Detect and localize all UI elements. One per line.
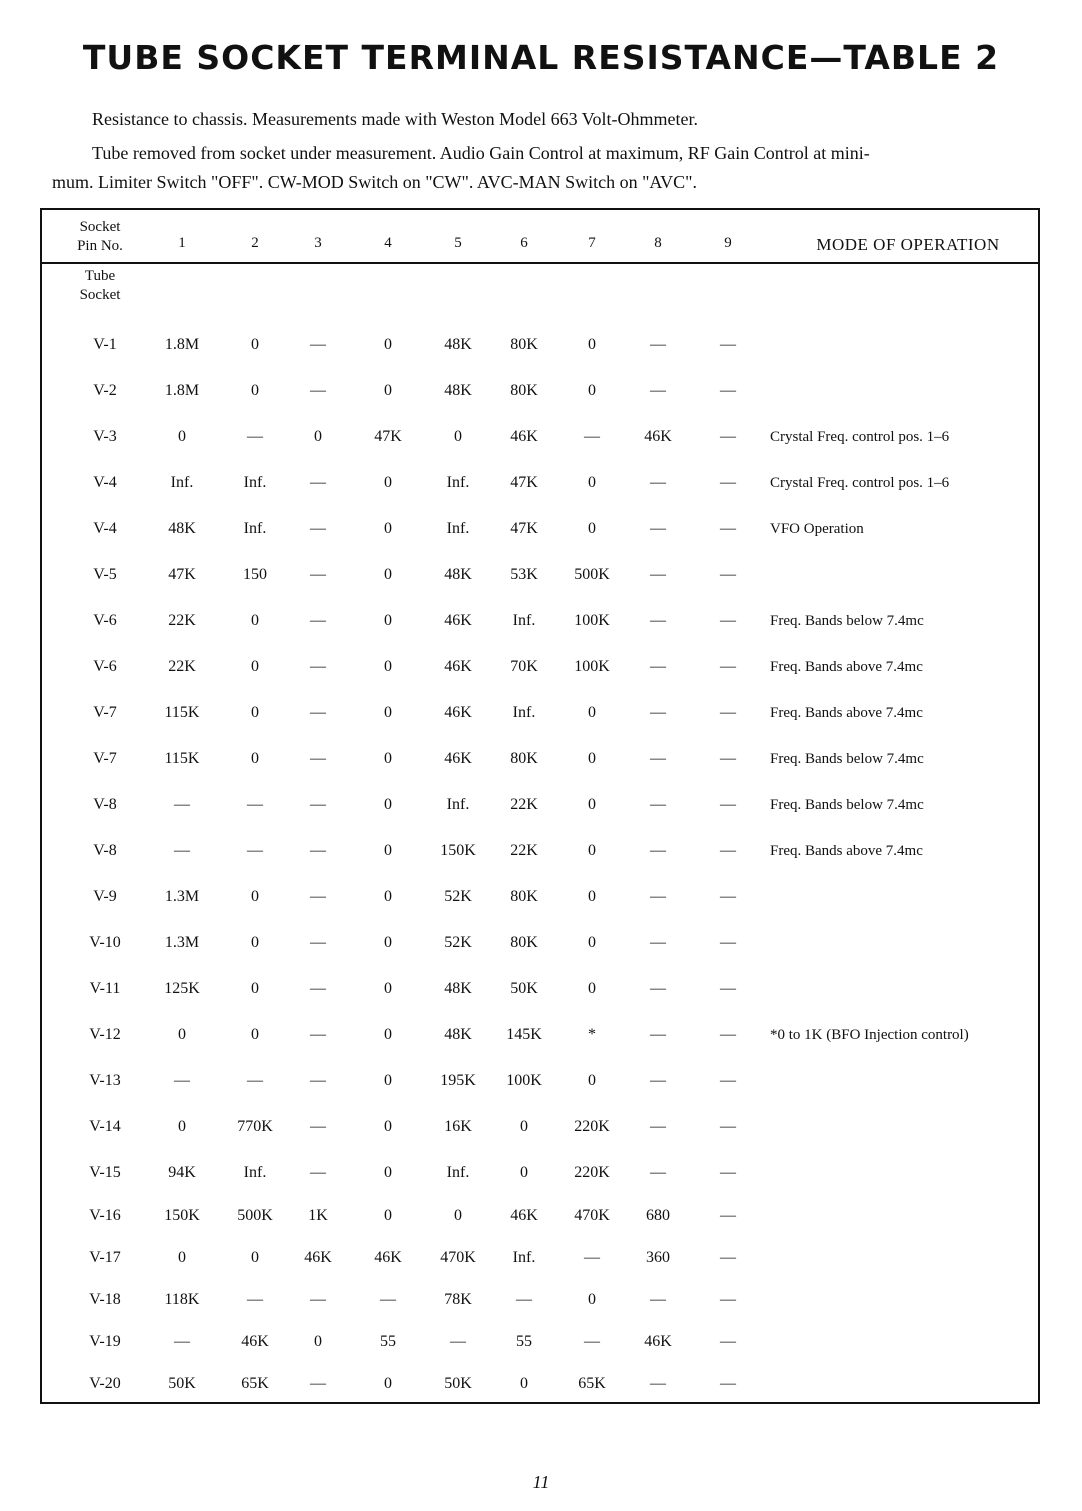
pin-5-cell: 48K: [444, 336, 472, 353]
pin-9-cell: —: [720, 980, 736, 997]
pin-7-cell: 0: [588, 750, 596, 767]
pin-6-cell: 0: [520, 1375, 528, 1392]
pin-5-cell: 78K: [444, 1291, 472, 1308]
pin-8-cell: —: [650, 888, 666, 905]
socket-cell: V-2: [93, 382, 117, 399]
pin-8-cell: —: [650, 704, 666, 721]
page-number: 11: [532, 1472, 550, 1492]
pin-9-cell: —: [720, 1207, 736, 1224]
pin-2-cell: 0: [251, 934, 259, 951]
pin-6-cell: 70K: [510, 658, 538, 675]
pin-7-cell: 0: [588, 842, 596, 859]
socket-cell: V-15: [89, 1164, 121, 1181]
table-row: [0, 1161, 1082, 1191]
pin-6-cell: Inf.: [512, 1249, 536, 1266]
header-pin-8: 8: [654, 235, 662, 251]
pin-1-cell: 0: [178, 1249, 186, 1266]
pin-9-cell: —: [720, 1333, 736, 1350]
pin-8-cell: —: [650, 566, 666, 583]
header-pin-no-label: Pin No.: [77, 238, 123, 254]
pin-9-cell: —: [720, 1249, 736, 1266]
table-row: [0, 701, 1082, 731]
pin-2-cell: —: [247, 1072, 263, 1089]
pin-9-cell: —: [720, 796, 736, 813]
pin-2-cell: 0: [251, 750, 259, 767]
pin-3-cell: —: [310, 1072, 326, 1089]
pin-2-cell: —: [247, 842, 263, 859]
pin-2-cell: —: [247, 796, 263, 813]
table-row: [0, 885, 1082, 915]
pin-4-cell: 0: [384, 1026, 392, 1043]
pin-1-cell: 0: [178, 1118, 186, 1135]
pin-4-cell: 0: [384, 750, 392, 767]
pin-5-cell: 46K: [444, 704, 472, 721]
intro-line-3: mum. Limiter Switch "OFF". CW-MOD Switch on "CW". AVC-MAN Switch on "AVC".: [52, 172, 697, 192]
pin-9-cell: —: [720, 1164, 736, 1181]
pin-4-cell: 0: [384, 1164, 392, 1181]
pin-3-cell: —: [310, 1118, 326, 1135]
pin-5-cell: Inf.: [446, 796, 470, 813]
pin-3-cell: —: [310, 1291, 326, 1308]
pin-4-cell: 0: [384, 704, 392, 721]
pin-1-cell: 47K: [168, 566, 196, 583]
table-row: [0, 1204, 1082, 1234]
header-pin-6: 6: [520, 235, 528, 251]
pin-7-cell: 0: [588, 888, 596, 905]
table-row: [0, 609, 1082, 639]
pin-5-cell: 46K: [444, 658, 472, 675]
pin-2-cell: 0: [251, 704, 259, 721]
pin-6-cell: Inf.: [512, 704, 536, 721]
pin-3-cell: —: [310, 474, 326, 491]
socket-cell: V-8: [93, 796, 117, 813]
pin-3-cell: 0: [314, 428, 322, 445]
pin-6-cell: 145K: [506, 1026, 542, 1043]
pin-7-cell: *: [588, 1026, 596, 1043]
pin-2-cell: 770K: [237, 1118, 273, 1135]
pin-7-cell: 0: [588, 704, 596, 721]
pin-2-cell: 46K: [241, 1333, 269, 1350]
mode-cell: Freq. Bands below 7.4mc: [770, 751, 924, 767]
pin-7-cell: 220K: [574, 1118, 610, 1135]
table-row: [0, 1115, 1082, 1145]
pin-3-cell: —: [310, 1164, 326, 1181]
pin-7-cell: 470K: [574, 1207, 610, 1224]
pin-8-cell: —: [650, 658, 666, 675]
socket-cell: V-4: [93, 520, 117, 537]
pin-1-cell: —: [174, 842, 190, 859]
pin-3-cell: 0: [314, 1333, 322, 1350]
pin-5-cell: 470K: [440, 1249, 476, 1266]
pin-1-cell: 0: [178, 1026, 186, 1043]
pin-4-cell: 55: [380, 1333, 396, 1350]
pin-1-cell: 115K: [164, 750, 200, 767]
pin-7-cell: —: [584, 428, 600, 445]
pin-2-cell: 0: [251, 1249, 259, 1266]
mode-cell: VFO Operation: [770, 521, 864, 537]
header-tube-socket: [50, 267, 150, 305]
pin-6-cell: —: [516, 1291, 532, 1308]
pin-7-cell: 0: [588, 520, 596, 537]
intro-line-1: Resistance to chassis. Measurements made with Weston Model 663 Volt-Ohmmeter.: [92, 109, 698, 129]
header-pin-5: 5: [454, 235, 462, 251]
pin-5-cell: 52K: [444, 934, 472, 951]
socket-cell: V-9: [93, 888, 117, 905]
socket-cell: V-10: [89, 934, 121, 951]
socket-cell: V-3: [93, 428, 117, 445]
table-row: [0, 333, 1082, 363]
pin-6-cell: 80K: [510, 336, 538, 353]
pin-9-cell: —: [720, 842, 736, 859]
pin-8-cell: 46K: [644, 1333, 672, 1350]
pin-3-cell: —: [310, 1375, 326, 1392]
pin-5-cell: Inf.: [446, 1164, 470, 1181]
pin-1-cell: 1.3M: [164, 888, 200, 905]
header-pin-2: 2: [251, 235, 259, 251]
pin-9-cell: —: [720, 474, 736, 491]
pin-9-cell: —: [720, 750, 736, 767]
table-row: [0, 1372, 1082, 1402]
pin-7-cell: 0: [588, 336, 596, 353]
pin-4-cell: 0: [384, 474, 392, 491]
pin-4-cell: 0: [384, 382, 392, 399]
pin-2-cell: Inf.: [243, 1164, 267, 1181]
pin-4-cell: 0: [384, 612, 392, 629]
header-socket-sub-label: Socket: [79, 287, 121, 303]
header-mode-of-operation: MODE OF OPERATION: [816, 235, 1000, 254]
pin-1-cell: 48K: [168, 520, 196, 537]
mode-cell: Freq. Bands above 7.4mc: [770, 843, 923, 859]
pin-7-cell: 65K: [578, 1375, 606, 1392]
pin-8-cell: —: [650, 382, 666, 399]
table-row: [0, 793, 1082, 823]
pin-1-cell: —: [174, 1333, 190, 1350]
pin-4-cell: 0: [384, 934, 392, 951]
pin-2-cell: —: [247, 1291, 263, 1308]
pin-6-cell: 0: [520, 1164, 528, 1181]
pin-7-cell: 0: [588, 796, 596, 813]
pin-2-cell: —: [247, 428, 263, 445]
socket-cell: V-6: [93, 658, 117, 675]
pin-5-cell: 48K: [444, 980, 472, 997]
pin-7-cell: 0: [588, 934, 596, 951]
pin-8-cell: —: [650, 1375, 666, 1392]
pin-5-cell: 0: [454, 428, 462, 445]
pin-1-cell: —: [174, 796, 190, 813]
pin-9-cell: —: [720, 1291, 736, 1308]
pin-6-cell: 50K: [510, 980, 538, 997]
mode-cell: Freq. Bands below 7.4mc: [770, 613, 924, 629]
pin-7-cell: 0: [588, 474, 596, 491]
pin-9-cell: —: [720, 520, 736, 537]
pin-3-cell: —: [310, 1026, 326, 1043]
pin-8-cell: —: [650, 934, 666, 951]
pin-2-cell: 65K: [241, 1375, 269, 1392]
pin-8-cell: —: [650, 1164, 666, 1181]
pin-4-cell: 0: [384, 1375, 392, 1392]
mode-cell: Freq. Bands above 7.4mc: [770, 659, 923, 675]
pin-2-cell: 0: [251, 612, 259, 629]
pin-4-cell: 0: [384, 796, 392, 813]
pin-1-cell: 1.8M: [164, 336, 200, 353]
pin-3-cell: —: [310, 934, 326, 951]
pin-6-cell: 55: [516, 1333, 532, 1350]
table-row: [0, 1069, 1082, 1099]
pin-4-cell: 0: [384, 1118, 392, 1135]
pin-7-cell: 100K: [574, 658, 610, 675]
pin-3-cell: —: [310, 612, 326, 629]
pin-8-cell: —: [650, 1026, 666, 1043]
pin-9-cell: —: [720, 612, 736, 629]
pin-4-cell: 0: [384, 1207, 392, 1224]
pin-2-cell: 0: [251, 336, 259, 353]
pin-8-cell: —: [650, 842, 666, 859]
pin-5-cell: 48K: [444, 1026, 472, 1043]
pin-9-cell: —: [720, 888, 736, 905]
socket-cell: V-13: [89, 1072, 121, 1089]
header-tube-label: Tube: [84, 268, 116, 284]
socket-cell: V-16: [89, 1207, 121, 1224]
pin-5-cell: Inf.: [446, 520, 470, 537]
header-socket-pin: [50, 218, 150, 256]
header-divider: [42, 262, 1038, 264]
pin-6-cell: 80K: [510, 382, 538, 399]
pin-2-cell: 0: [251, 1026, 259, 1043]
pin-6-cell: 80K: [510, 934, 538, 951]
pin-9-cell: —: [720, 336, 736, 353]
mode-cell: *0 to 1K (BFO Injection control): [770, 1027, 969, 1043]
pin-1-cell: 1.3M: [164, 934, 200, 951]
header-pin-7: 7: [588, 235, 596, 251]
table-row: [0, 425, 1082, 455]
table-row: [0, 471, 1082, 501]
socket-cell: V-8: [93, 842, 117, 859]
pin-6-cell: 0: [520, 1118, 528, 1135]
pin-7-cell: 100K: [574, 612, 610, 629]
pin-9-cell: —: [720, 1118, 736, 1135]
pin-9-cell: —: [720, 1072, 736, 1089]
pin-5-cell: 46K: [444, 612, 472, 629]
pin-2-cell: Inf.: [243, 474, 267, 491]
pin-4-cell: 0: [384, 336, 392, 353]
pin-6-cell: 47K: [510, 520, 538, 537]
page-title: TUBE SOCKET TERMINAL RESISTANCE—TABLE 2: [82, 38, 1000, 77]
pin-4-cell: 0: [384, 566, 392, 583]
pin-1-cell: 115K: [164, 704, 200, 721]
pin-9-cell: —: [720, 428, 736, 445]
pin-2-cell: 150: [243, 566, 267, 583]
pin-6-cell: 46K: [510, 428, 538, 445]
socket-cell: V-7: [93, 750, 117, 767]
socket-cell: V-19: [89, 1333, 121, 1350]
pin-5-cell: Inf.: [446, 474, 470, 491]
table-row: [0, 655, 1082, 685]
pin-4-cell: —: [380, 1291, 396, 1308]
pin-9-cell: —: [720, 704, 736, 721]
pin-4-cell: 0: [384, 980, 392, 997]
table-row: [0, 1288, 1082, 1318]
pin-9-cell: —: [720, 934, 736, 951]
socket-cell: V-17: [89, 1249, 121, 1266]
pin-3-cell: —: [310, 336, 326, 353]
pin-9-cell: —: [720, 658, 736, 675]
pin-5-cell: 52K: [444, 888, 472, 905]
pin-8-cell: —: [650, 612, 666, 629]
pin-5-cell: —: [450, 1333, 466, 1350]
pin-5-cell: 50K: [444, 1375, 472, 1392]
pin-1-cell: 22K: [168, 658, 196, 675]
pin-3-cell: 46K: [304, 1249, 332, 1266]
pin-4-cell: 0: [384, 658, 392, 675]
table-row: [0, 931, 1082, 961]
pin-7-cell: 0: [588, 1072, 596, 1089]
header-pin-3: 3: [314, 235, 322, 251]
pin-5-cell: 0: [454, 1207, 462, 1224]
pin-3-cell: —: [310, 566, 326, 583]
socket-cell: V-18: [89, 1291, 121, 1308]
pin-8-cell: —: [650, 336, 666, 353]
pin-8-cell: 680: [646, 1207, 670, 1224]
table-row: [0, 379, 1082, 409]
pin-2-cell: Inf.: [243, 520, 267, 537]
pin-5-cell: 46K: [444, 750, 472, 767]
pin-5-cell: 150K: [440, 842, 476, 859]
pin-2-cell: 0: [251, 888, 259, 905]
pin-3-cell: —: [310, 704, 326, 721]
table-row: [0, 839, 1082, 869]
header-pin-1: 1: [178, 235, 186, 251]
pin-3-cell: —: [310, 750, 326, 767]
header-pin-4: 4: [384, 235, 392, 251]
pin-6-cell: 22K: [510, 842, 538, 859]
pin-2-cell: 500K: [237, 1207, 273, 1224]
socket-cell: V-20: [89, 1375, 121, 1392]
pin-6-cell: 46K: [510, 1207, 538, 1224]
pin-6-cell: 80K: [510, 888, 538, 905]
pin-6-cell: 100K: [506, 1072, 542, 1089]
pin-1-cell: 50K: [168, 1375, 196, 1392]
pin-3-cell: —: [310, 980, 326, 997]
pin-6-cell: 47K: [510, 474, 538, 491]
pin-2-cell: 0: [251, 980, 259, 997]
pin-4-cell: 47K: [374, 428, 402, 445]
pin-4-cell: 0: [384, 1072, 392, 1089]
pin-3-cell: —: [310, 842, 326, 859]
pin-2-cell: 0: [251, 382, 259, 399]
socket-cell: V-6: [93, 612, 117, 629]
pin-4-cell: 0: [384, 888, 392, 905]
pin-6-cell: 80K: [510, 750, 538, 767]
pin-9-cell: —: [720, 382, 736, 399]
pin-3-cell: —: [310, 888, 326, 905]
pin-2-cell: 0: [251, 658, 259, 675]
pin-8-cell: —: [650, 1118, 666, 1135]
pin-6-cell: 53K: [510, 566, 538, 583]
pin-3-cell: 1K: [308, 1207, 328, 1224]
pin-1-cell: 125K: [164, 980, 200, 997]
pin-7-cell: 500K: [574, 566, 610, 583]
table-row: [0, 563, 1082, 593]
socket-cell: V-1: [93, 336, 117, 353]
pin-7-cell: 0: [588, 980, 596, 997]
socket-cell: V-14: [89, 1118, 121, 1135]
pin-1-cell: Inf.: [170, 474, 194, 491]
pin-7-cell: —: [584, 1249, 600, 1266]
mode-cell: Crystal Freq. control pos. 1–6: [770, 475, 950, 491]
pin-1-cell: 94K: [168, 1164, 196, 1181]
table-row: [0, 977, 1082, 1007]
pin-1-cell: 22K: [168, 612, 196, 629]
pin-1-cell: 0: [178, 428, 186, 445]
table-row: [0, 747, 1082, 777]
pin-9-cell: —: [720, 1026, 736, 1043]
socket-cell: V-5: [93, 566, 117, 583]
pin-7-cell: 220K: [574, 1164, 610, 1181]
pin-8-cell: —: [650, 1291, 666, 1308]
pin-8-cell: —: [650, 980, 666, 997]
pin-3-cell: —: [310, 382, 326, 399]
pin-7-cell: 0: [588, 1291, 596, 1308]
table-row: [0, 1246, 1082, 1276]
pin-8-cell: —: [650, 796, 666, 813]
pin-8-cell: —: [650, 520, 666, 537]
table-row: [0, 517, 1082, 547]
pin-8-cell: —: [650, 750, 666, 767]
pin-4-cell: 0: [384, 520, 392, 537]
pin-9-cell: —: [720, 1375, 736, 1392]
pin-3-cell: —: [310, 658, 326, 675]
pin-7-cell: 0: [588, 382, 596, 399]
socket-cell: V-12: [89, 1026, 121, 1043]
pin-4-cell: 46K: [374, 1249, 402, 1266]
pin-5-cell: 48K: [444, 566, 472, 583]
pin-1-cell: 1.8M: [164, 382, 200, 399]
pin-6-cell: 22K: [510, 796, 538, 813]
socket-cell: V-4: [93, 474, 117, 491]
socket-cell: V-7: [93, 704, 117, 721]
table-row: [0, 1023, 1082, 1053]
pin-8-cell: —: [650, 474, 666, 491]
pin-8-cell: —: [650, 1072, 666, 1089]
pin-5-cell: 16K: [444, 1118, 472, 1135]
intro-line-2: Tube removed from socket under measurement. Audio Gain Control at maximum, RF Gain Control at mini-: [92, 143, 870, 163]
pin-4-cell: 0: [384, 842, 392, 859]
table-row: [0, 1330, 1082, 1360]
pin-5-cell: 195K: [440, 1072, 476, 1089]
header-socket-label: Socket: [79, 219, 121, 235]
mode-cell: Crystal Freq. control pos. 1–6: [770, 429, 950, 445]
pin-9-cell: —: [720, 566, 736, 583]
socket-cell: V-11: [89, 980, 121, 997]
pin-8-cell: 46K: [644, 428, 672, 445]
mode-cell: Freq. Bands above 7.4mc: [770, 705, 923, 721]
pin-1-cell: —: [174, 1072, 190, 1089]
pin-1-cell: 150K: [164, 1207, 200, 1224]
pin-3-cell: —: [310, 520, 326, 537]
mode-cell: Freq. Bands below 7.4mc: [770, 797, 924, 813]
header-pin-9: 9: [724, 235, 732, 251]
pin-6-cell: Inf.: [512, 612, 536, 629]
pin-7-cell: —: [584, 1333, 600, 1350]
pin-1-cell: 118K: [164, 1291, 200, 1308]
pin-3-cell: —: [310, 796, 326, 813]
pin-5-cell: 48K: [444, 382, 472, 399]
pin-8-cell: 360: [646, 1249, 670, 1266]
